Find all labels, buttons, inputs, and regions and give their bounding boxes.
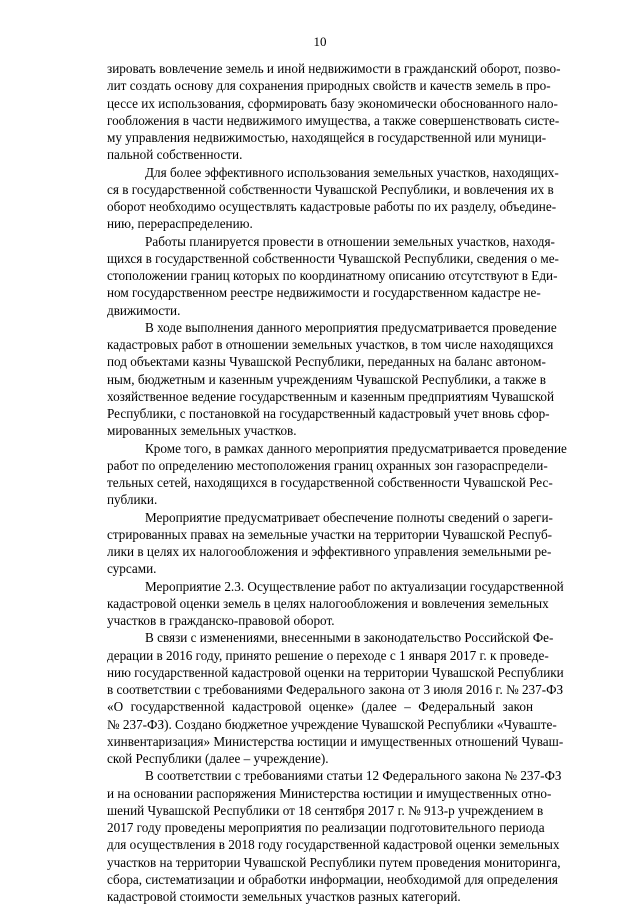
text-line: нию, перераспределению. (107, 216, 253, 232)
text-line: тельных сетей, находящихся в государственной собственности Чувашской Рес- (107, 475, 553, 490)
text-line: щихся в государственной собственности Чувашской Республики, сведения о ме- (107, 250, 559, 266)
text-line: му управления недвижимостью, находящейся в государственной или муници- (107, 130, 547, 145)
text-line: нию государственной кадастровой оценки на территории Чувашской Республики (107, 664, 564, 680)
text-line: для осуществления в 2018 году государственной кадастровой оценки земельных (107, 837, 560, 853)
paragraph (107, 509, 553, 578)
text-line: сбора, систематизации и обработки информации, необходимой для определения (107, 871, 558, 887)
text-line: В ходе выполнения данного мероприятия предусматривается проведение (145, 319, 557, 335)
document-body (107, 60, 567, 905)
text-line: лит создать основу для сохранения природных свойств и качеств земель в про- (107, 78, 551, 94)
text-line: под объектами казны Чувашской Республики, переданных на баланс автоном- (107, 354, 546, 370)
text-line: ся в государственной собственности Чувашской Республики, и вовлечения их в (107, 181, 554, 197)
text-line: работ по определению местоположения границ охранных зон газораспредели- (107, 457, 548, 473)
text-line: оборот необходимо осуществлять кадастровые работы по их разделу, объедине- (107, 199, 557, 214)
paragraph (107, 319, 557, 440)
text-line: Для более эффективного использования земельных участков, находящих- (145, 164, 559, 180)
text-line: движимости. (107, 302, 181, 318)
text-line: сурсами. (107, 561, 157, 577)
paragraph (107, 164, 559, 233)
text-line: кадастровых работ в отношении земельных участков, в том числе находящихся (107, 337, 554, 352)
text-line: Кроме того, в рамках данного мероприятия предусматривается проведение (145, 440, 567, 456)
text-line: стрированных правах на земельные участки на территории Чувашской Респуб- (107, 526, 553, 542)
text-line: Работы планируется провести в отношении земельных участков, находя- (145, 233, 555, 249)
text-line: публики. (107, 492, 158, 508)
text-line: лики в целях их налогообложения и эффективного управления земельными ре- (107, 544, 552, 559)
paragraph (107, 233, 559, 319)
text-line: участков на территории Чувашской Республики путем проведения мониторинга, (107, 854, 561, 870)
page-number: 10 (313, 34, 327, 49)
text-line: цессе их использования, сформировать базу экономически обоснованного нало- (107, 95, 558, 111)
text-line: 2017 году проведены мероприятия по реализации подготовительного периода (107, 820, 545, 835)
text-line: кадастровой оценки земель в целях налогообложения и вовлечения земельных (107, 595, 549, 611)
text-line: Республики, с постановкой на государственный кадастровый учет вновь сфор- (107, 406, 550, 421)
paragraph (107, 440, 567, 509)
text-line: зировать вовлечение земель и иной недвижимости в гражданский оборот, позво- (107, 61, 561, 76)
text-line: В соответствии с требованиями статьи 12 Федерального закона № 237-ФЗ (145, 768, 562, 784)
text-line: В связи с изменениями, внесенными в законодательство Российской Фе- (145, 630, 554, 646)
text-line: гообложения в части недвижимого имущества, а также совершенствовать систе- (107, 112, 560, 128)
text-line: ном государственном реестре недвижимости и государственном кадастре не- (107, 285, 541, 301)
text-line: «О государственной кадастровой оценке» (далее – Федеральный закон (107, 699, 533, 715)
text-line: участков в гражданско-правовой оборот. (107, 613, 335, 628)
paragraph (107, 767, 562, 905)
text-line: кадастровой стоимости земельных участков разных категорий. (107, 889, 461, 904)
paragraph (107, 578, 564, 630)
text-line: ным, бюджетным и казенным учреждениям Чувашской Республики, а также в (107, 371, 546, 387)
text-line: стоположении границ которых по координатному описанию отсутствуют в Еди- (107, 268, 558, 283)
text-line: дерации в 2016 году, принято решение о переходе с 1 января 2017 г. к проведе- (107, 647, 549, 663)
text-line: мированных земельных участков. (107, 423, 297, 439)
text-line: № 237-ФЗ). Создано бюджетное учреждение Чувашской Республики «Чуваште- (107, 716, 557, 732)
text-line: пальной собственности. (107, 147, 243, 163)
text-line: ской Республики (далее – учреждение). (107, 751, 329, 766)
text-line: и на основании распоряжения Министерства юстиции и имущественных отно- (107, 785, 552, 801)
text-line: хозяйственное ведение государственным и казенным предприятиям Чувашской (107, 388, 555, 404)
text-line: Мероприятие 2.3. Осуществление работ по актуализации государственной (145, 578, 564, 594)
text-line: шений Чувашской Республики от 18 сентября 2017 г. № 913-р учреждением в (107, 802, 544, 818)
text-line: Мероприятие предусматривает обеспечение полноты сведений о зареги- (145, 509, 553, 525)
text-line: в соответствии с требованиями Федерального закона от 3 июля 2016 г. № 237-ФЗ (107, 682, 564, 697)
paragraph (107, 629, 564, 767)
paragraph (107, 60, 561, 164)
text-line: хинвентаризация» Министерства юстиции и имущественных отношений Чуваш- (107, 733, 564, 749)
